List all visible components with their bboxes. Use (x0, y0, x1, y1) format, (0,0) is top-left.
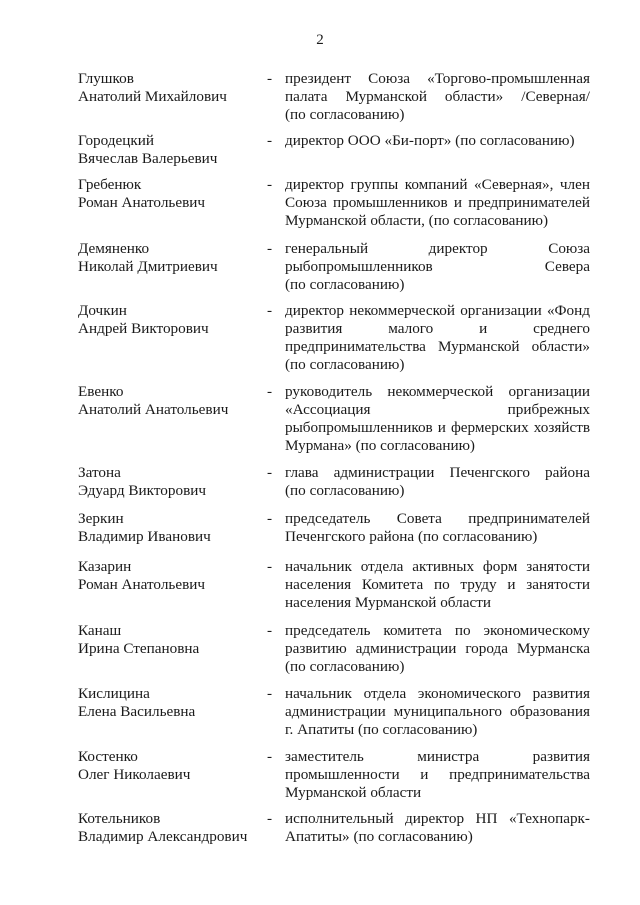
position-line: Печенгского района (по согласованию) (285, 528, 538, 545)
member-name (78, 685, 263, 721)
member-given-name: Владимир Александрович (78, 828, 248, 845)
member-surname: Зеркин (78, 510, 124, 527)
member-position (285, 685, 590, 739)
position-line: населения Комитета по труду и занятости (285, 576, 590, 593)
member-name (78, 622, 263, 658)
member-surname: Городецкий (78, 132, 155, 149)
position-line: (по согласованию) (285, 482, 405, 499)
member-position (285, 132, 590, 150)
position-line: президент Союза «Торгово-промышленная (285, 70, 590, 87)
position-line: заместитель министра развития (285, 748, 590, 765)
separator-dash: - (267, 685, 273, 702)
member-position (285, 748, 590, 802)
position-line: генеральный директор Союза (285, 240, 590, 257)
separator-dash: - (267, 240, 273, 257)
position-line: Мурманской области (285, 784, 422, 801)
member-surname: Евенко (78, 383, 124, 400)
page-number: 2 (316, 32, 324, 48)
member-position (285, 510, 590, 546)
member-position (285, 810, 590, 846)
member-given-name: Эдуард Викторович (78, 482, 207, 499)
member-given-name: Олег Николаевич (78, 766, 191, 783)
position-line: «Ассоциация прибрежных (285, 401, 590, 418)
member-name (78, 132, 263, 168)
member-given-name: Ирина Степановна (78, 640, 200, 657)
position-line: администрации муниципального образования (285, 703, 590, 720)
position-line: (по согласованию) (285, 356, 405, 373)
member-name (78, 240, 263, 276)
position-line: развития малого и среднего (285, 320, 590, 337)
member-name (78, 464, 263, 500)
position-line: Апатиты» (по согласованию) (285, 828, 473, 845)
position-line: (по согласованию) (285, 276, 405, 293)
member-position (285, 240, 590, 294)
member-given-name: Андрей Викторович (78, 320, 209, 337)
member-surname: Казарин (78, 558, 132, 575)
member-surname: Дочкин (78, 302, 127, 319)
member-name (78, 176, 263, 212)
member-position (285, 558, 590, 612)
position-line: Союза промышленников и предпринимателей (285, 194, 590, 211)
member-surname: Затона (78, 464, 121, 481)
position-line: промышленности и предпринимательства (285, 766, 590, 783)
position-line: председатель Совета предпринимателей (285, 510, 590, 527)
position-line: директор некоммерческой организации «Фонд (285, 302, 590, 319)
member-name (78, 558, 263, 594)
separator-dash: - (267, 132, 273, 149)
position-line: (по согласованию) (285, 106, 405, 123)
separator-dash: - (267, 510, 273, 527)
member-name (78, 70, 263, 106)
position-line: исполнительный директор НП «Технопарк- (285, 810, 590, 827)
position-line: г. Апатиты (по согласованию) (285, 721, 478, 738)
member-name (78, 810, 263, 846)
separator-dash: - (267, 70, 273, 87)
position-line: председатель комитета по экономическому (285, 622, 590, 639)
member-given-name: Роман Анатольевич (78, 576, 206, 593)
member-position (285, 70, 590, 124)
member-name (78, 510, 263, 546)
position-line: рыбопромышленников Севера (285, 258, 590, 275)
member-position (285, 622, 590, 676)
separator-dash: - (267, 558, 273, 575)
position-line: глава администрации Печенгского района (285, 464, 590, 481)
member-given-name: Вячеслав Валерьевич (78, 150, 218, 167)
position-line: развитию администрации города Мурманска (285, 640, 590, 657)
member-given-name: Анатолий Анатольевич (78, 401, 229, 418)
member-position (285, 383, 590, 455)
position-line: Мурманской области, (по согласованию) (285, 212, 549, 229)
separator-dash: - (267, 302, 273, 319)
member-position (285, 302, 590, 374)
member-given-name: Владимир Иванович (78, 528, 211, 545)
member-surname: Гребенюк (78, 176, 142, 193)
separator-dash: - (267, 176, 273, 193)
position-line: предпринимательства Мурманской области» (285, 338, 590, 355)
position-line: начальник отдела активных форм занятости (285, 558, 590, 575)
position-line: Мурмана» (по согласованию) (285, 437, 475, 454)
position-line: населения Мурманской области (285, 594, 491, 611)
member-name (78, 383, 263, 419)
member-given-name: Николай Дмитриевич (78, 258, 218, 275)
member-surname: Демяненко (78, 240, 150, 257)
member-surname: Котельников (78, 810, 161, 827)
position-line: палата Мурманской области» /Северная/ (285, 88, 590, 105)
separator-dash: - (267, 464, 273, 481)
member-surname: Кислицина (78, 685, 150, 702)
member-given-name: Анатолий Михайлович (78, 88, 227, 105)
separator-dash: - (267, 748, 273, 765)
position-line: начальник отдела экономического развития (285, 685, 590, 702)
position-line: руководитель некоммерческой организации (285, 383, 590, 400)
position-line: (по согласованию) (285, 658, 405, 675)
member-given-name: Роман Анатольевич (78, 194, 206, 211)
position-line: рыбопромышленников и фермерских хозяйств (285, 419, 590, 436)
member-given-name: Елена Васильевна (78, 703, 196, 720)
member-position (285, 176, 590, 230)
member-name (78, 748, 263, 784)
member-surname: Глушков (78, 70, 134, 87)
position-line: директор ООО «Би-порт» (по согласованию) (285, 132, 575, 149)
separator-dash: - (267, 622, 273, 639)
position-line: директор группы компаний «Северная», член (285, 176, 590, 193)
separator-dash: - (267, 810, 273, 827)
member-surname: Канаш (78, 622, 122, 639)
member-name (78, 302, 263, 338)
member-position (285, 464, 590, 500)
member-surname: Костенко (78, 748, 138, 765)
separator-dash: - (267, 383, 273, 400)
